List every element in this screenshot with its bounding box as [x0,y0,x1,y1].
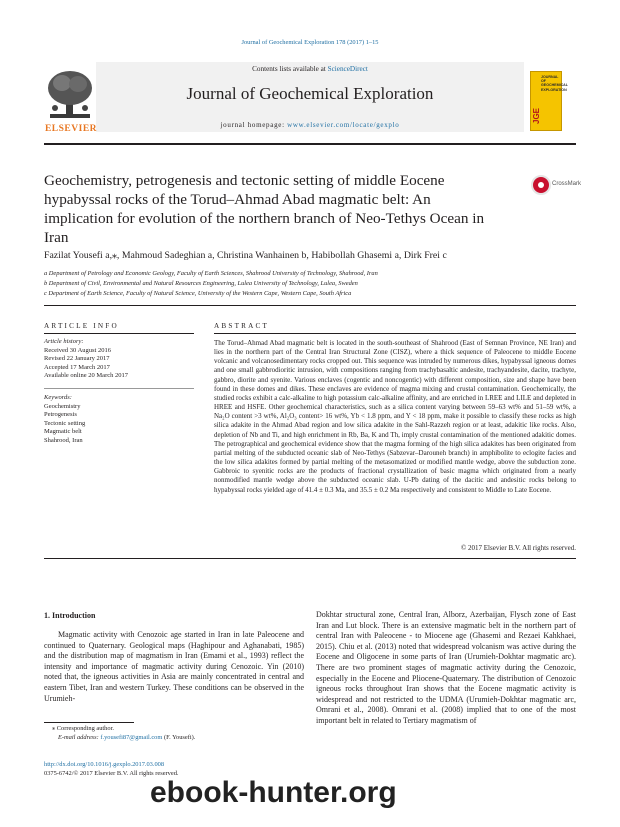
email-label: E-mail address: [58,733,101,741]
contents-prefix: Contents lists available at [252,65,328,73]
keyword-item: Shahrood, Iran [44,436,83,444]
doi-link[interactable]: http://dx.doi.org/10.1016/j.gexplo.2017.03.008 [44,761,165,768]
header-divider [44,143,576,145]
journal-cover-thumbnail [530,71,568,131]
history-revised: Revised 22 January 2017 [44,355,110,362]
abstract-heading: ABSTRACT [214,322,270,330]
watermark-text: ebook-hunter.org [150,776,397,809]
article-info-rule [44,333,194,334]
article-history [44,338,194,381]
affiliation-divider [44,305,576,306]
history-accepted: Accepted 17 March 2017 [44,363,110,371]
intro-column-2: Dokhtar structural zone, Central Iran, Alborz, Azerbaijan, Flysch zone of East Iran and Lut block. There is an extensive magmatic belt in the northern part of central Iran with Paleocene - to Miocene age (Ghasemi and Rezaei Kahkhaei, 2015). Chiu et al. (2013) noted that widespread volcanism was active during the Eocene and Oligocene in some parts of Iran (Urumieh-Dokhtar magmatic arc). There are two prominent stages of magmatic activity during the Cenozoic, especially in the Eocene and Pliocene-Quaternary. The distribution of Cenozoic igneous rocks throughout Iran shows that the Eocene magmatic activity is widespread and not restricted to the UDMA (Urumieh-Dokhtar magmatic arc, Omrani et al., 2008). Omrani et al. (2008) implied that to one of the most important belt in related to Tertiary magmatism of [316,610,576,725]
crossmark-icon [531,175,551,195]
elsevier-wordmark: ELSEVIER [44,124,98,134]
history-received: Received 30 August 2016 [44,346,111,354]
affiliation-c: c Department of Earth Science, Faculty of Natural Science, University of the Western Cape, Western Cape, South Africa [44,290,352,297]
keywords-label: Keywords: [44,394,72,401]
intro-column-1: Magmatic activity with Cenozoic age started in Iran in late Paleocene and continued to Quaternary. Geological maps (Haghipour and Aghanabati, 1985) and the distribution map of magmatism in Iran (Emami et al., 1993) reflect the intensity and importance of magmatic activity during Cenozoic. Yin (2010) noted that, the igneous activities in Asia are mainly concentrated in central and eastern Tibet, Iran and western Turkey. These conditions can be observed in the Urumieh- [44,630,304,703]
section-heading-introduction: 1. Introduction [44,611,96,620]
keyword-item: Petrogenesis [44,411,77,418]
cover-title: JOURNAL OF GEOCHEMICAL EXPLORATION [541,75,568,92]
copyright-notice: © 2017 Elsevier B.V. All rights reserved. [460,544,576,552]
abstract-text: The Torud–Ahmad Abad magmatic belt is located in the south-southeast of Shahrood (East of Semnan Province, NE Iran) and lies in the northern part of the Central Iran Structural Zone (CISZ), where a thick sequence of Paleocene to middle Eocene volcanic and volcanosedimentary rocks cropped out. This sequence was intruded by numerous dikes, hypabyssal igneous domes and one small gabbrodioritic intrusion, with compositions ranging from trachybasaltic andesite, trachyandesite, dacite, trachyte, gabbro, diorite and syenite. Various enclaves (cogentic and noncogentic) with different composition, size and shape have been found in these domes and dikes. These enclaves are evidence of magma mixing and crustal contamination. Geochemically, the studied rocks exhibit a calc-alkaline to high potassium calc-alkaline affinity, and are enriched in LREE and LILE and depleted in HREE and HSFE. Other geochemical characteristics, such as a silica content varying between 59–63 wt% and 51–59 wt%, a Na₂O content >3 wt%, Al₂O₃ content> 16 wt%, Yb < 1.8 ppm, and Y < 18 ppm, make it possible to classify these rocks as high silica adakite in the Ahmad Abad region and low silica adakite in the Sahl-Razzeh region or at least, adakitic like rocks. Also, depletion of Nb and Ti, and high enrichment in Rb, Ba, K and Th, imply crustal contamination of the mentioned adakitic domes. The petrographical and geochemical evidence show that the magma forming of the high silica adakites has been originated from partial melting of the subducted oceanic slab of Neo-Tethys (Sabzevar–Darouneh branch) in amphibolite to eclogite facies and the low silica adakites formed by partial melting of the metasomatized or modified mantle wedge, above the subduction zone. Gabbroic to syenitic rocks are the products of fractional crystallization of basic magma which originated from a nearly nonmodified mantle wedge above the subducted oceanic slab. U-Pb dating of the dacitic and andesitic rocks belong to hypabyssal rocks yielded age of 41.4 ± 0.3 Ma, and 35.5 ± 0.2 Ma respectively and consistent to Middle to Late Eocene. [214,339,576,494]
footnote [44,725,304,742]
keyword-item: Magmatic belt [44,428,82,435]
author-list: Fazilat Yousefi a,⁎, Mahmoud Sadeghian a, Christina Wanhainen b, Habibollah Ghasemi a, Dirk Frei c [44,250,447,261]
cover-abbrev: JGE [532,107,541,124]
homepage-link[interactable]: www.elsevier.com/locate/gexplo [287,121,400,129]
elsevier-tree-logo [44,68,96,120]
corresponding-author-note: ⁎ Corresponding author. [52,725,114,732]
affiliation-a: a Department of Petrology and Economic Geology, Faculty of Earth Sciences, Shahrood University of Technology, Shahrood, Iran [44,270,378,277]
running-head[interactable]: Journal of Geochemical Exploration 178 (2017) 1–15 [241,39,379,46]
affiliation-b: b Department of Civil, Environmental and Natural Resources Engineering, Lulea University of Technology, Lulea, Sweden [44,280,358,287]
crossmark-badge[interactable] [531,173,582,199]
issn-line: 0375-6742/© 2017 Elsevier B.V. All rights reserved. [44,769,179,777]
abstract-bottom-rule [44,558,576,559]
keywords-rule [44,388,194,389]
article-title: Geochemistry, petrogenesis and tectonic setting of middle Eocene hypabyssal rocks of the Torud–Ahmad Abad magmatic belt: An implication for evolution of the northern branch of Neo-Tethys Ocean in Iran [44,172,485,246]
crossmark-label: CrossMark [552,181,582,187]
sciencedirect-link[interactable]: ScienceDirect [327,65,368,73]
keywords [44,394,194,445]
journal-homepage [96,121,524,129]
email-suffix: (F. Yousefi). [162,733,196,741]
article-info-heading: ARTICLE INFO [44,322,119,330]
journal-title: Journal of Geochemical Exploration [186,84,434,103]
history-online: Available online 20 March 2017 [44,372,128,379]
email-link[interactable]: f.yousefi87@gmail.com [100,733,163,741]
keyword-item: Tectonic setting [44,419,86,427]
abstract-rule [214,333,576,334]
contents-line [96,65,524,73]
footnote-rule [44,722,134,723]
homepage-prefix: journal homepage: [220,121,288,129]
history-label: Article history: [44,338,84,345]
keyword-item: Geochemistry [44,402,81,410]
